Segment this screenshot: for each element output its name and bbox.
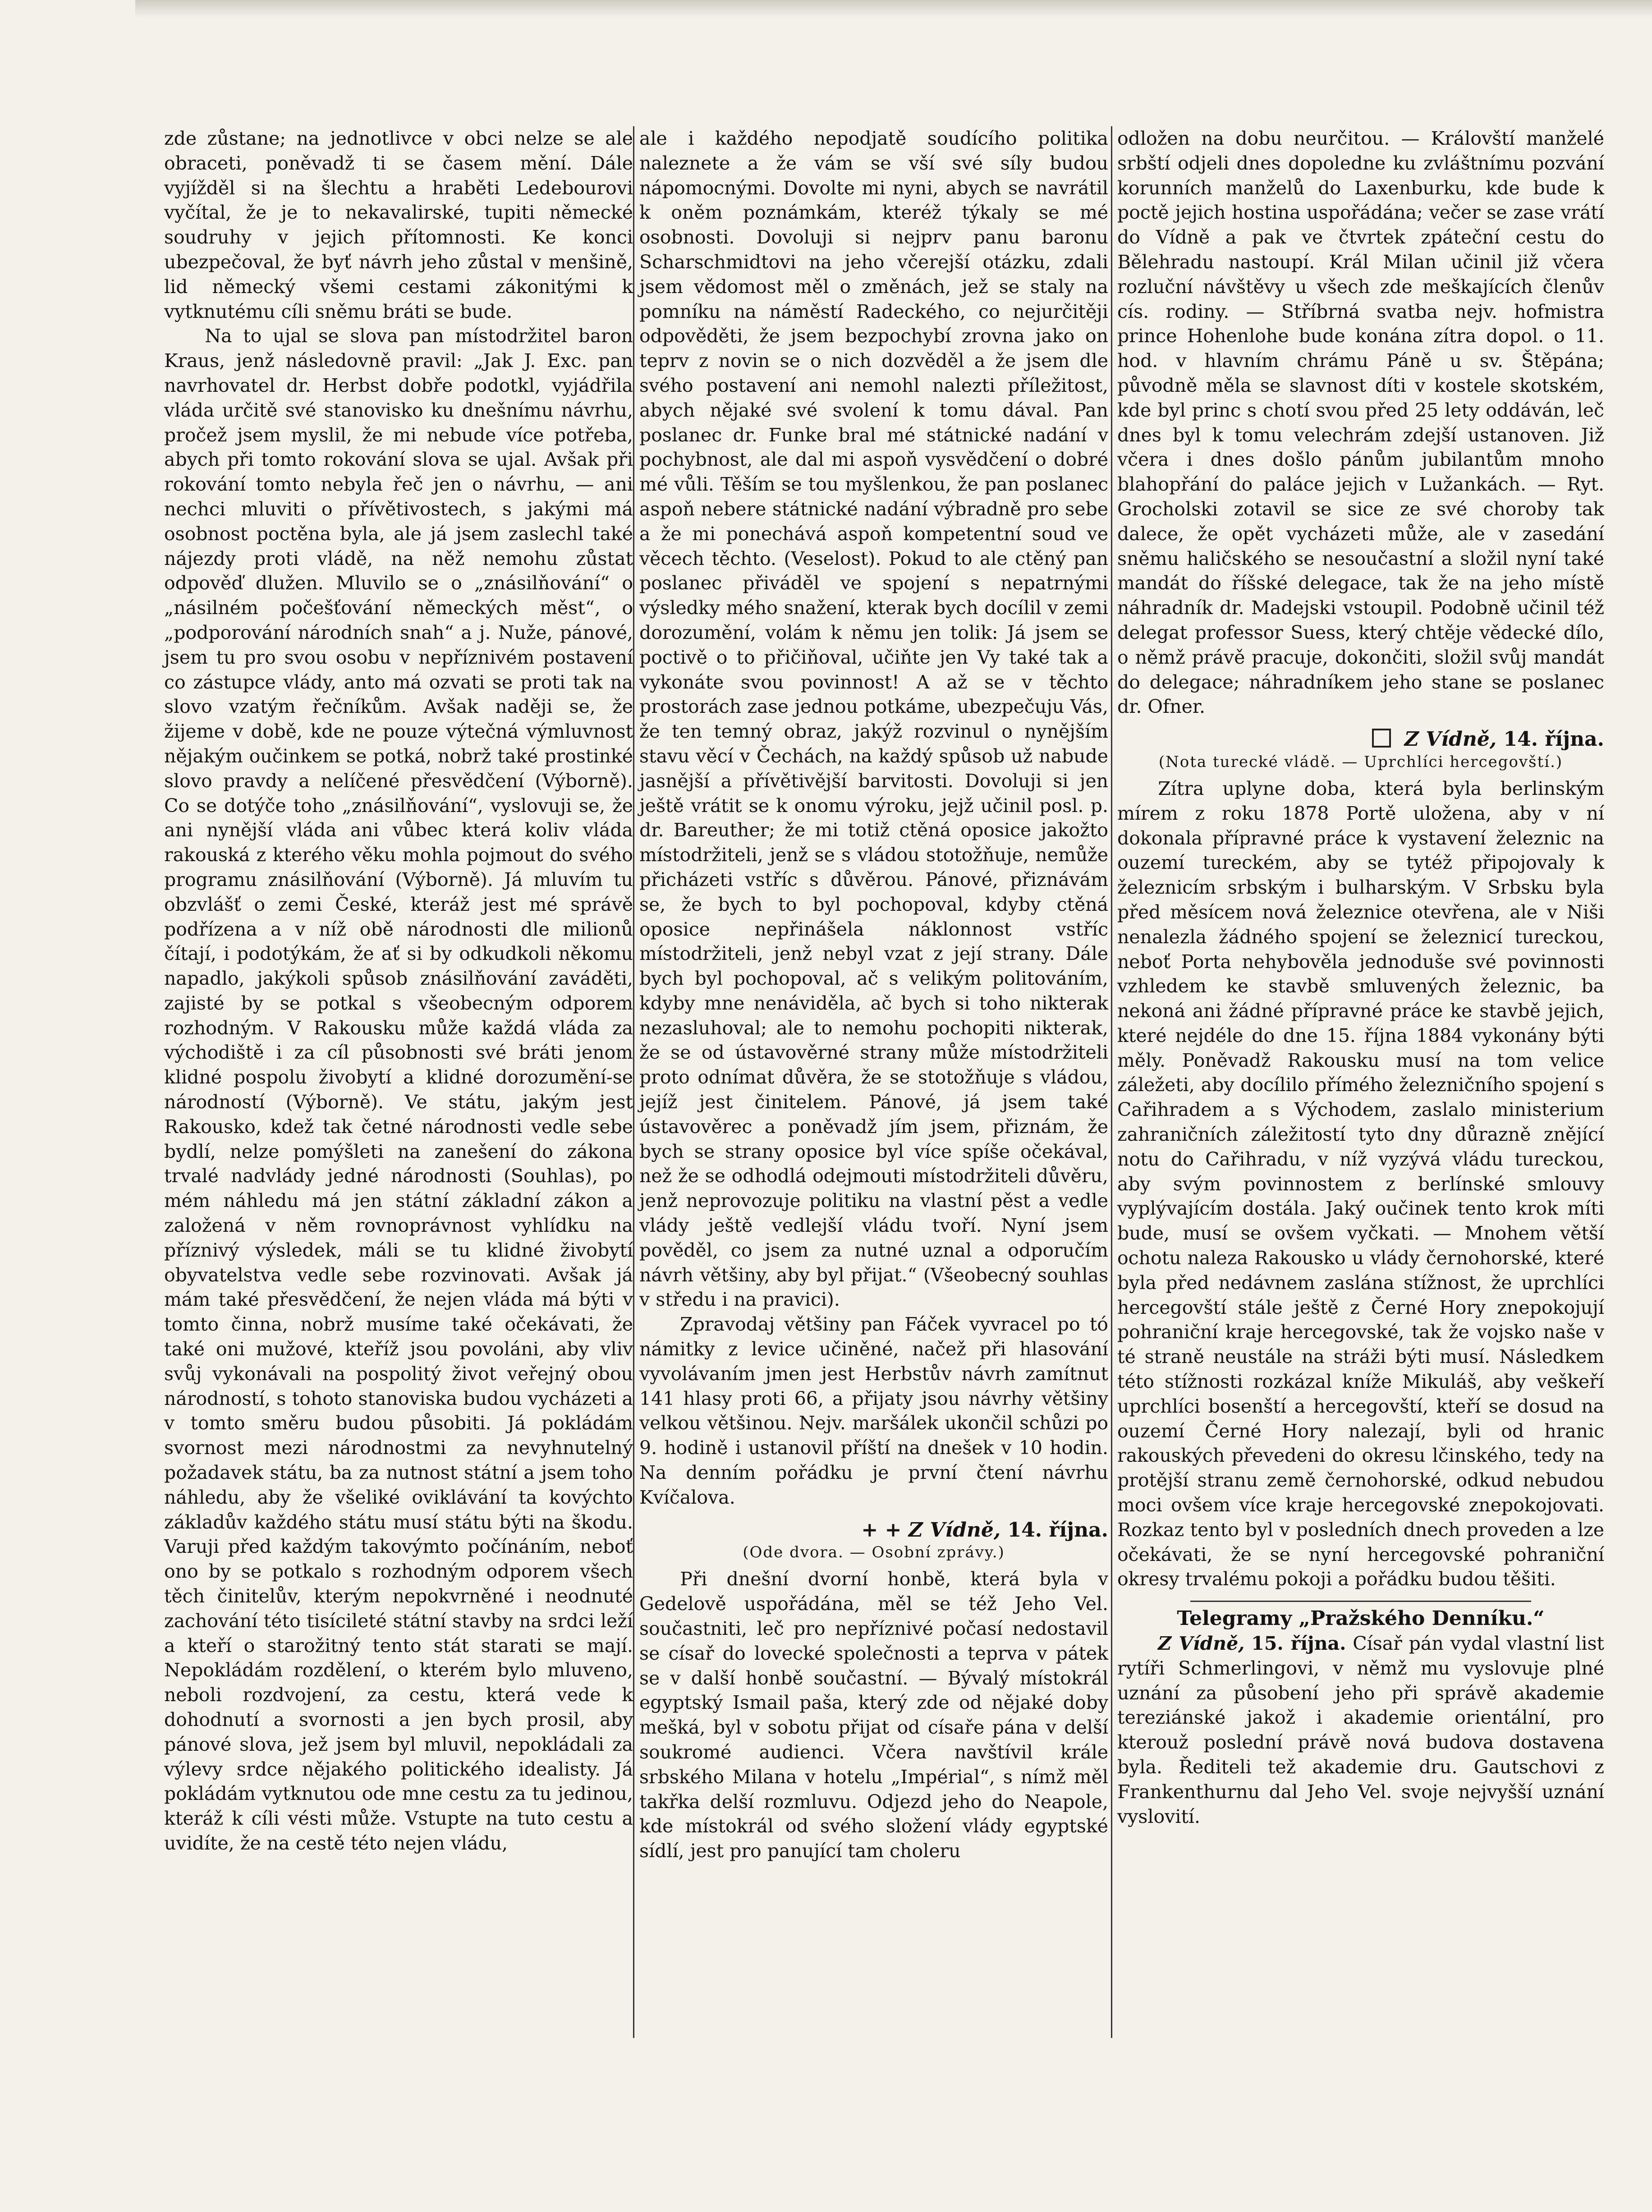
telegrams-heading: Telegramy „Pražského Denníku.“	[1177, 1607, 1545, 1630]
turkey-news-paragraph: Zítra uplyne doba, která byla berlinským mírem z roku 1878 Portě uložena, aby v ní dokonala přípravné práce k vystavení železnic na ouzemí tureckém, aby se tytéž připojovaly k železnicím srbským i bulharským. V Srbsku byla před měsícem nová železnice otevřena, ale v Niši nenalezla žádného spojení se železnicí tureckou, neboť Porta nehybověla jednoduše své povinnosti vzhledem ke stavbě smluvených železnic, ba nekoná ani žádné přípravné práce ke stavbě jejich, které nejdéle do dne 15. října 1884 vykonány býti měly. Poněvadž Rakousku musí na tom velice záležeti, aby docílilo přímého železničního spojení s Cařihradem a s Východem, zaslalo ministerium zahraničních záležitostí tyto dny důrazně znějící notu do Cařihradu, v níž vyzývá vládu tureckou, aby svým povinnostem z berlínské smlouvy vyplývajícím dostála. Jaký oučinek tento krok míti bude, musí se ovšem vyčkati. — Mnohem větší ochotu naleza Rakousko u vlády černohorské, které byla před nedávnem zaslána stížnost, že uprchlíci hercegovští stále ještě z Černé Hory znepokojují pohraniční kraje hercegovské, tak že vojsko naše v té straně neustále na stráži býti musí. Následkem této stížnosti rozkázal kníže Mikuláš, aby veškeří uprchlíci bosenští a hercegovští, kteří se dosud na ouzemí Černé Hory nalezají, byli od hranic rakouských převedeni do okresu lčinského, tedy na protější stranu země černohorské, odkud nebudou moci ovšem více kraje hercegovské znepokojovati. Rozkaz tento byl v posledních dnech proveden a lze očekávati, že se nyní hercegovské pohraniční okresy trvalému pokoji a pořádku budou těšiti.	[1117, 777, 1604, 1590]
turkey-news-date: 14. října.	[1503, 728, 1604, 751]
court-news-marks: + +	[861, 1518, 902, 1542]
column-rule-2	[1111, 126, 1112, 2038]
telegram-date: 15. října.	[1251, 1633, 1346, 1655]
turkey-news-heading	[1117, 727, 1604, 752]
court-news-heading	[639, 1518, 1108, 1543]
column-left	[164, 126, 633, 1856]
governor-speech-continued: ale i každého nepodjatě soudícího politika naleznete a že vám se vší své síly budou nápomocnými. Dovolte mi nyni, abych se navrátil k oněm poznámkám, kteréž týkaly se mé osobnosti. Dovoluji si nejprv panu baronu Scharschmidtovi na jeho včerejší otázku, zdali jsem vědomost měl o změnách, jež se staly na pomníku na náměstí Radeckého, co nejurčitěji odpověděti, že jsem bezpochybí zrovna jako on teprv z novin se o nich dozvěděl a že jsem dle svého postavení ani nemohl nalezti příležitost, abych nějaké své svolení k tomu dával. Pan poslanec dr. Funke bral mé státnické nadání v pochybnost, ale dal mi aspoň vysvědčení o dobré mé vůli. Těším se tou myšlenkou, že pan poslanec aspoň nebere státnické nadání výbradně pro sebe a že mi ponechává aspoň kompetentní soud ve věcech těchto. (Veselost). Pokud to ale ctěný pan poslanec přiváděl ve spojení s nepatrnými výsledky mého snažení, kterak bych docílil v zemi dorozumění, volám k němu jen tolik: Já jsem se poctivě o to přičiňoval, učiňte jen Vy také tak a vykonáte svou povinnost! A až se v těchto prostorách zase jednou potkáme, ubezpečuju Vás, že ten temný obraz, jakýž rozvinul o nynějším stavu věcí v Čechách, na každý spůsob už nabude jasnější a přívětivější barvitosti. Dovoluji si jen ještě vrátit se k onomu výroku, jejž učinil posl. p. dr. Bareuther; že mi totiž ctěná oposice jakožto místodržiteli, jenž se s vládou stotožňuje, nemůže přicházeti vstříc s důvěrou. Pánové, přiznávám se, že bych to byl pochopoval, kdyby ctěná oposice nepřinášela náklonnost vstříc místodržiteli, jenž nebyl vzat z její strany. Dále bych byl pochopoval, ač s velikým politováním, kdyby mne nenáviděla, ač bych si toho nikterak nezasluhoval; ale to nemohu pochopiti nikterak, že se od ústavověrné strany může místodržiteli proto odnímat důvěra, že se stotožňuje s vládou, jejíž jest činitelem. Pánové, já jsem také ústavověrec a poněvadž jím jsem, přiznám, že bych se strany oposice byl více spíše očekával, než že se odhodlá odejmouti místodržiteli důvěru, jenž neprovozuje politiku na vlastní pěst a vedle vlády ještě vedlejší vládu tvoří. Nyní jsem pověděl, co jsem za nutné uznal a odporučím návrh většiny, aby byl přijat.“ (Všeobecný souhlas v středu i na pravici).	[639, 128, 1108, 1311]
governor-speech: Na to ujal se slova pan místodržitel baron Kraus, jenž následovně pravil: „Jak J. Exc. pan navrhovatel dr. Herbst dobře podotkl, vyjádřila vláda určitě své stanovisko ku dnešnímu návrhu, pročež jsem myslil, že mi nebude více potřeba, abych při tomto rokování slova se ujal. Avšak při rokování tomto nebyla řeč jen o návrhu, — ani nechci mluviti o přívětivostech, s jakými má osobnost poctěna byla, ale já jsem zaslechl také nájezdy proti vládě, na něž nemohu zůstat odpověď dlužen. Mluvilo se o „znásilňování“ o „násilném počešťování německých měst“, o „podporování národních snah“ a j. Nuže, pánové, jsem tu pro svou osobu v nepříznivém postavení co zástupce vlády, anto má ozvati se proti tak na slovo vzatým řečníkům. Avšak naději se, že žijeme v době, kde ne pouze výtečná výmluvnost nějakým oučinkem se potká, nobrž také prostinké slovo pravdy a nelíčené přesvědčení (Výborně). Co se dotýče toho „znásilňování“, vyslovuji se, že ani nynější vláda ani vůbec která koliv vláda rakouská z kterého věku mohla pojmout do svého programu znásilňování (Výborně). Já mluvím tu obzvlášť o zemi České, kteráž jest mé správě podřízena a v níž obě národnosti dle milionů čítají, i podotýkám, že ať si by odkudkoli někomu napadlo, jakýkoli spůsob znásilňování zaváděti, zajisté by se potkal s všeobecným odporem rozhodným. V Rakousku může každá vláda za východiště i za cíl působnosti své bráti jenom klidné pospolu živobytí a klidné dorozumění-se národností (Výborně). Ve státu, jakým jest Rakousko, kdež tak četné národnosti vedle sebe bydlí, nelze pomýšleti na zanešení do zákona trvalé nadvlády jedné národnosti (Souhlas), po mém náhledu má jen státní základní zákon a založená v něm rovnoprávnost vyhlídku na příznivý výsledek, máli se tu klidné živobytí obyvatelstva vedle sebe rozvinovati. Avšak já mám také přesvědčení, že nejen vláda má býti v tomto činna, nobrž musíme také očekávati, že také oni mužové, kteříž jsou povoláni, aby vliv svůj vykonávali na pospolitý život veřejný obou národností, s tohoto stanoviska budou vycházeti a v tomto směru budou působiti. Já pokládám svornost mezi národnostmi za nevyhnutelný požadavek státu, ba za nutnost státní a jsem toho náhledu, aby že všeliké oviklávání ta kovýchto základův každého státu musí státu býti na škodu. Varuji před každým takovýmto počínáním, neboť ono by se potkalo s rozhodným odporem všech těch činitelův, kterým nepokvrněné i neodnuté zachování této tisícileté státní stavby na srdci leží a kteří o starožitný tento stát starati se mají. Nepokládám rozdělení, o kterém bylo mluveno, neboli rozdvojení, za cestu, která vede k dohodnutí a svornosti a jen bych prosil, aby pánové slova, jež jsem byl mluvil, nepokládali za výlevy srdce nějakého politického idealisty. Já pokládám vytknutou ode mne cestu za tu jedinou, kteráž k cíli vésti může. Vstupte na tuto cestu a uvidíte, že na cestě této nejen vládu,	[164, 325, 633, 1854]
column-right	[1117, 126, 1604, 1829]
square-marker-icon	[1372, 729, 1391, 748]
column-middle	[639, 126, 1108, 1863]
column-rule-1	[633, 126, 634, 2038]
turkey-news-place: Z Vídně,	[1404, 728, 1497, 751]
court-news-paragraph: Při dnešní dvorní honbě, která byla v Gedelově uspořádána, měl se též Jeho Vel. součastniti, leč pro nepříznivé počasí nedostavil se císař do lovecké společnosti a teprva v pátek se v další honbě součastní. — Bývalý místokrál egyptský Ismail paša, který zde od nějaké doby mešká, byl v sobotu přijat od císaře pána v delší soukromé audienci. Včera navštívil krále srbského Milana v hotelu „Impérial“, s nímž měl takřka delší rozmluvu. Odjezd jeho do Neapole, kde místokrál od svého složení vlády egyptské sídlí, jest pro panující tam choleru	[639, 1568, 1108, 1862]
court-news-subtitle: (Ode dvora. — Osobní zprávy.)	[743, 1543, 1005, 1562]
parliament-paragraph-1: zde zůstane; na jednotlivce v obci nelze se ale obraceti, poněvadž ti se časem mění. Dále vyjížděl si na šlechtu a hraběti Ledebourovi vyčítal, že je to nekavalirské, tupiti německé soudruhy v jejich přítomnosti. Ke konci ubezpečoval, že byť návrh jeho zůstal v menšině, lid německý všemi cestami zákonitými k vytknutému cíli sněmu bráti se bude.	[164, 128, 633, 322]
telegram-paragraph	[1117, 1631, 1604, 1829]
court-news-place: Z Vídně,	[908, 1518, 1001, 1542]
section-divider	[1190, 1601, 1531, 1602]
telegram-place: Z Vídně,	[1158, 1633, 1245, 1655]
turkey-news-subtitle: (Nota turecké vládě. — Uprchlíci hercegovští.)	[1158, 753, 1563, 771]
rapporteur-paragraph: Zpravodaj většiny pan Fáček vyvracel po tó námitky z levice učiněné, načež při hlasování vyvolávaním jmen jest Herbstův návrh zamítnut 141 hlasy proti 66, a přijaty jsou návrhy většiny velkou většinou. Nejv. maršálek ukončil schůzi po 9. hodině i ustanovil příští na dnešek v 10 hodin. Na denním pořádku je první čtení návrhu Kvíčalova.	[639, 1313, 1108, 1508]
court-news-date: 14. října.	[1007, 1518, 1108, 1542]
telegram-text: Císař pán vydal vlastní list rytíři Schmerlingovi, v němž mu vyslovuje plné uznání za působení jeho při správě akademie tereziánské jakož i akademie orientální, pro kterouž poslední právě nová budova dostavena byla. Řediteli tež akademie dru. Gautschovi z Frankenthurnu dal Jeho Vel. svoje nejvyšší uznání vyslovití.	[1117, 1633, 1604, 1827]
scan-shadow	[135, 0, 1652, 18]
court-news-continued: odložen na dobu neurčitou. — Královští manželé srbští odjeli dnes dopoledne ku zvláštnímu pozvání korunních manželů do Laxenburku, kde bude k poctě jejich hostina uspořádána; večer se zase vrátí do Vídně a pak ve čtvrtek zpáteční cestu do Bělehradu nastoupí. Král Milan učinil již včera rozluční návštěvy u všech zde meškajících členův cís. rodiny. — Stříbrná svatba nejv. hofmistra prince Hohenlohe bude konána zítra dopol. o 11. hod. v hlavním chrámu Páně u sv. Štěpána; původně měla se slavnost díti v kostele skotském, kde byl princ s chotí svou před 25 lety oddáván, leč dnes byl k tomu velechrám zdejší ustanoven. Již včera i dnes došlo pánům jubilantům mnoho blahopřání do paláce jejich v Lužankách. — Ryt. Grocholski zotavil se sice ze své choroby tak dalece, že opět vycházeti může, ale v zasedání sněmu haličského se nesoučastní a složil nyní také mandát do říšské delegace, tak že na jeho místě náhradník dr. Madejski vstoupil. Podobně učinil též delegat professor Suess, který chtěje vědecké dílo, o němž právě pracuje, dokončiti, složil svůj mandát do delegace; náhradníkem jeho stane se poslanec dr. Ofner.	[1117, 128, 1604, 718]
